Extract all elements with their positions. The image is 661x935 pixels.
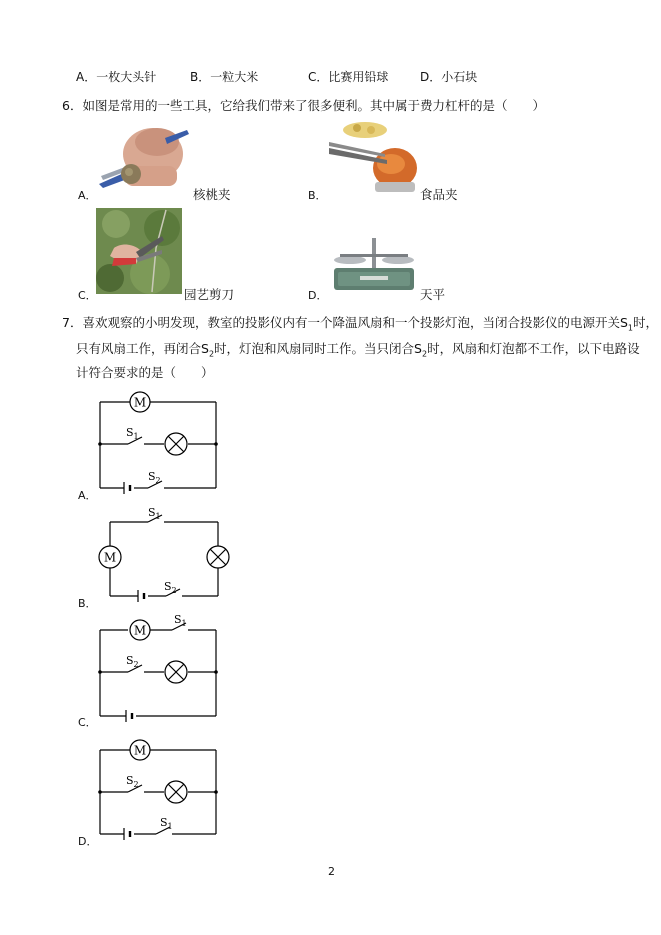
q6-option-b-caption: 食品夹 <box>420 187 458 202</box>
option-letter: C． <box>308 70 329 84</box>
switch-label: $S_2$ <box>126 654 139 669</box>
option-letter: B． <box>190 70 211 84</box>
switch-label: $S_2$ <box>148 470 161 485</box>
q6-option-c-caption: 园艺剪刀 <box>184 287 235 302</box>
q7-text: 时，风扇和灯泡都不工作，以下电路设 <box>427 341 640 356</box>
q7-option-a-letter: A． <box>78 489 97 502</box>
food-tongs-photo <box>325 120 420 194</box>
q6-option-a-letter: A． <box>78 189 97 202</box>
balance-scale-photo <box>330 232 418 296</box>
walnut-cracker-photo <box>95 122 191 194</box>
subscript: 2 <box>421 349 428 359</box>
q7-text: 时，灯泡和风扇同时工作。当只闭合S <box>214 341 422 356</box>
q7-text: 时， <box>632 315 658 330</box>
q7-option-d-letter: D． <box>78 835 98 848</box>
subscript: 1 <box>627 323 633 333</box>
page-number: 2 <box>328 865 335 878</box>
garden-shears-photo <box>96 208 182 294</box>
q7-text: 只有风扇工作，再闭合S <box>76 341 209 356</box>
switch-label: $S_1$ <box>160 816 173 831</box>
q6-stem: 6．如图是常用的一些工具，它给我们带来了很多便利。其中属于费力杠杆的是（ ） <box>62 98 545 113</box>
switch-label: $S_2$ <box>126 774 139 789</box>
q7-option-b-letter: B． <box>78 597 97 610</box>
q6-option-d-caption: 天平 <box>420 287 446 302</box>
circuit-a-diagram <box>90 388 230 496</box>
option-text: 小石块 <box>441 70 478 84</box>
q6-option-d-letter: D． <box>308 289 328 302</box>
switch-label: $S_2$ <box>164 580 177 595</box>
q5-option-b <box>190 68 258 85</box>
option-text: 一粒大米 <box>210 70 259 84</box>
q7-stem-line1 <box>62 313 658 333</box>
switch-label: $S_1$ <box>148 506 161 521</box>
q6-option-c-letter: C． <box>78 289 97 302</box>
q7-stem-line3: 计符合要求的是（ ） <box>76 365 214 380</box>
option-letter: A． <box>76 70 97 84</box>
q6-option-a-caption: 核桃夹 <box>193 187 231 202</box>
motor-label: M <box>103 550 117 565</box>
motor-label: M <box>133 395 147 410</box>
option-text: 比赛用铅球 <box>328 70 389 84</box>
switch-label: $S_1$ <box>174 613 187 628</box>
switch-label: $S_1$ <box>126 426 139 441</box>
q7-stem-line2 <box>76 339 640 359</box>
q7-option-c-letter: C． <box>78 716 97 729</box>
q6-option-b-letter: B． <box>308 189 327 202</box>
motor-label: M <box>133 623 147 638</box>
motor-label: M <box>133 743 147 758</box>
q5-option-d <box>420 68 477 85</box>
q5-option-a <box>76 68 156 85</box>
q7-text: 7．喜欢观察的小明发现，教室的投影仪内有一个降温风扇和一个投影灯泡，当闭合投影仪的电源开关S <box>62 315 628 330</box>
option-text: 一枚大头针 <box>96 70 157 84</box>
subscript: 2 <box>208 349 215 359</box>
option-letter: D． <box>420 70 442 84</box>
q5-option-c <box>308 68 388 85</box>
